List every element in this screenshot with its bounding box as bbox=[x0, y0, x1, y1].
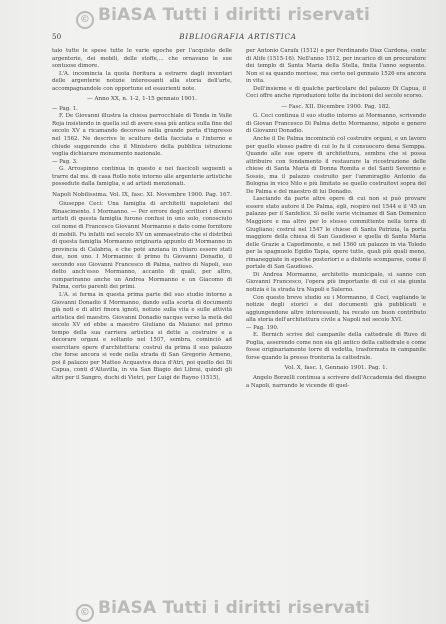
watermark-top bbox=[0, 5, 446, 29]
section-heading: Napoli Nobilissima. Vol. IX, fasc. XI. Novembre 1900. Pag. 167. bbox=[52, 191, 232, 198]
paragraph: Con questo breve studio su i Mormanno, il Ceci, vagliando le notizie degli storici e dei documenti già pubblicati e aggiungendone altre interessanti, ha recato un buon contributo alla storia dell'architettura civile a Napoli nel secolo XVI. bbox=[246, 294, 426, 324]
paragraph: per Antonio Carafa (1512) e per Ferdinando Diaz Cardona, conte di Alife (1515-16). Nell'anno 1512, per incarico di un procuratore dei templo di Santa Maria della Stella, finita l'anno seguente. Non si sa quando morisse, ma certo nel gennaio 1526 era ancora in vita. bbox=[246, 48, 426, 85]
watermark-text: BiASA Tutti i diritti riservati bbox=[98, 598, 370, 618]
paragraph: F. De Giovanni illustra la chiesa parrocchiale di Tenda in Valle Roja insistendo in quella sul di avere essa più antica sulla fine del secolo XV a ricamando decoroso nella grande porta d'ingresso nel 1562. Ne descrive le sculture della facciata e l'interno e chiude suggerendo che il Ministero della pubblica istruzione voglia dichiarare monumento nazionale. bbox=[52, 113, 232, 158]
paragraph: — Pag. 3. bbox=[52, 158, 78, 165]
paragraph: G. Ceci continua il suo studio intorno ai Mormanno, scrivendo di Giovan Francesco Di Palma detto Mormanno, nipote e genero di Giovanni Donadio. bbox=[246, 113, 426, 135]
running-title: BIBLIOGRAFIA ARTISTICA bbox=[179, 32, 297, 41]
watermark-bottom bbox=[0, 598, 446, 622]
copyright-logo-icon: © bbox=[76, 604, 94, 622]
paragraph: L'A. incomincia la quota fioritura a estrarre dagli inventari delle argenterie notizie interessanti alla storia dell'arte, accompagnandole con opportune ed esaurienti note. bbox=[52, 70, 232, 92]
paragraph: Anche il De Palma incominciò col costruire organi, e un lavoro per quello stesso padre di cui lo fu il consuocero dena Semppa. Quando alle sue opere di architettura, sembra che si possa attribuire con fondamento il restaurare la ricostruzione delle chiese di Santa Maria di Donna Romita e del Santi Severino e Sossio, ma il palazzo costruito per l'ammiraglio Antonio da Bologna in vico Nilo e più limitato se quello costruitovi sopra del De Palma e del maestro di lui Donadio. bbox=[246, 136, 426, 195]
right-text-column bbox=[246, 48, 426, 390]
section-heading: Vol. X, fasc. I, Gennaio 1901. Pag. 1. bbox=[284, 365, 388, 372]
paragraph: Angelo Borzelli continua a scrivere dell'Accademia del disegno a Napoli, narrando le vicende di quel- bbox=[246, 374, 426, 389]
running-header bbox=[52, 32, 424, 44]
paragraph: L'A. si ferma in questa prima parte del suo studio intorno a Giovanni Donadio il Mormanno, dando sulla scorta di documenti già noti e di altri finora ignoti, notizie sulla vita e sulle attività artistica del maestro. Giovanni Donadio nacque verso la metà del secolo XV ed ebbe a maestro Giuliano da Maiano: nel primo tempo della sua carriera artistica si dette a costruire e a decorare organi e soltanto nel 1507, sembra, cominciò ad esercitare opere d'architettura: costruì da prima il suo palazzo che forse ancora si vede nella strada di San Gregorio Armeno, poi il palazzo per Matteo Acquaviva duca d'Atri, poi quello dei Di Capua, conti d'Altavilla, in via San Biagio dei Librai, quindi gli altri per il Sangro, duchi di Vietri, per Luigi de Rayno (1515), bbox=[52, 291, 232, 381]
paragraph: taio tutte le spese tutte le varie epoche per l'acquisto delle argenterie, dei mobili, delle stoffe,... che ornavano le sue sontuose dimore. bbox=[52, 48, 232, 70]
paragraph: Lasciando da parte altre opere di cui non si può provare essere stato autore il De Palma, egli, respiro nel 1544 e il '45 un palazzo per il Sanfelice. Sì nelle varie vicinanze di San Domenico Maggiore e ma altro per lo stesso committente nella terra di Giugliano; costruì nel 1547 le chiese di Santa Patrizia, la porta maggiore della chiesa di San Gaudioso e quella di Santa Maria delle Grazie a Capodimonte, e nel 1560 un palazzo in via Toledo per la spagnuolo Egidio Tapia, opere tutte, quali più quali meno, rimaneggiate in epoche posteriori e a distinte scomparse, come il portale di San Gaudioso. bbox=[246, 196, 426, 271]
paragraph: Di Andrea Mormanno, architetto municipale, si sanno con Giovanni Francesco, l'opera più importante di cui ci sia giunta notizia è la strada tra Napoli e Salerno. bbox=[246, 271, 426, 293]
paragraph: — Pag. 1. bbox=[52, 105, 78, 112]
paragraph: Giuseppe Ceci: Una famiglia di architetti napoletani del Rinascimento. I Mormanno. — Per errore degli scrittori i diversi artisti di questa famiglia furono confusi in uno solo, conosciuto col nome di Francesco Giovanni Mormanno e dato come fornitore di mobili. Fu infatti nel secolo XV un ammaestrato che si distribuì di questa famiglia Mormanno originaria appunto di Mormanno in provincia di Calabria, e che poté anziana in chiaro essere stati due, non uno. I Mormanno: il primo fu Giovanni Donadio, il secondo suo Giovanni Francesco di Palma, nativo di Napoli, suo detto anch'esso Mormanno, accanto di quali, per altro, compariranno anche un Andrea Mormanno e un Giacomo di Palma, certo parenti dei primi. bbox=[52, 201, 232, 291]
section-heading: — Fasc. XII. Dicembre 1900. Pag. 182. bbox=[281, 103, 391, 110]
paragraph: — Pag. 190. bbox=[246, 324, 279, 331]
left-text-column bbox=[52, 48, 232, 383]
paragraph: G. Arrospinno continua in questo e nei fascicoli seguenti a trarre dal ms. di casa Rollo note intorno alle argenterie artistiche possedute dalla famiglia, e ad artisti menzionati. bbox=[52, 166, 232, 188]
section-heading: — Anno XX, n. 1-2, 1-15 gennaio 1901. bbox=[87, 96, 197, 103]
watermark-text: BiASA Tutti i diritti riservati bbox=[98, 5, 370, 25]
copyright-logo-icon: © bbox=[76, 11, 94, 29]
page-number: 50 bbox=[52, 32, 62, 41]
paragraph: Dell'insieme e di qualche particolare del palazzo Di Capua, il Ceci offre anche riproduzioni tolte da incisioni del secolo scorso. bbox=[246, 85, 426, 100]
paragraph: E. Bernich scrive del campanile della cattedrale di Ruvo di Puglia, asserendo come non sia gli antico della cattedrale e come fosse originariamente torre di vedetta, trasformata in campanile forse quando la presso fronteria la cattedrale. bbox=[246, 332, 426, 361]
